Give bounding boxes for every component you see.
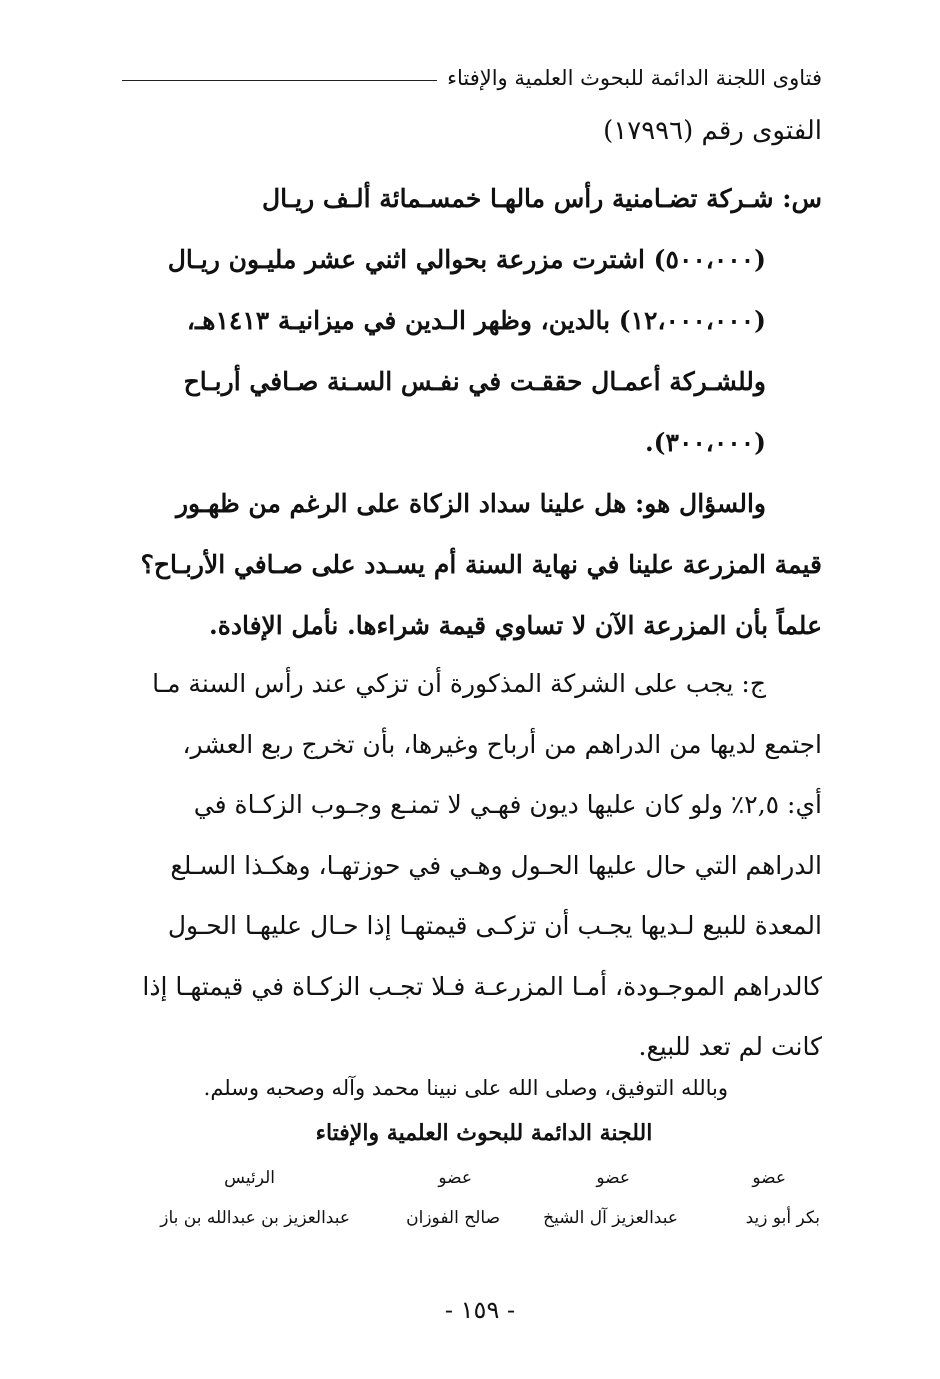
followup-line: قيمة المزرعة علينا في نهاية السنة أم يسـدد على صـافي الأربـاح؟ — [140, 550, 822, 579]
header-rule — [122, 80, 437, 81]
question-line: (١٢،٠٠٠،٠٠٠) بالدين، وظهر الـدين في ميزانيـة ١٤١٣هـ، — [186, 306, 766, 335]
answer-line: الدراهم التي حال عليها الحـول وهـي في حوزتهـا، وهكـذا السـلع — [170, 850, 822, 880]
question-line: س: شـركة تضـامنية رأس مالهـا خمسـمائة ألـف ريـال — [262, 184, 822, 213]
running-header — [122, 60, 822, 96]
member-name: صالح الفوزان — [406, 1208, 500, 1228]
closing-line: وبالله التوفيق، وصلى الله على نبينا محمد وآله وصحبه وسلم. — [203, 1076, 728, 1100]
member-role: عضو — [596, 1168, 630, 1188]
followup-line: علماً بأن المزرعة الآن لا تساوي قيمة شراءها. نأمل الإفادة. — [209, 611, 822, 640]
answer-line: كانت لم تعد للبيع. — [638, 1032, 822, 1061]
answer-line: ج: يجب على الشركة المذكورة أن تزكي عند رأس السنة مـا — [152, 669, 766, 698]
followup-line: والسؤال هو: هل علينا سداد الزكاة على الرغم من ظهـور — [175, 489, 766, 518]
committee-names — [120, 1208, 820, 1238]
question-line: وللشـركة أعمـال حققـت في نفـس السـنة صـافي أربـاح — [183, 367, 766, 396]
answer-line: كالدراهم الموجـودة، أمـا المزرعـة فـلا تجـب الزكـاة في قيمتهـا إذا — [142, 971, 822, 1001]
answer-line: اجتمع لديها من الدراهم من أرباح وغيرها، بأن تخرج ربع العشر، — [182, 729, 822, 759]
member-role: عضو — [438, 1168, 472, 1188]
question-line: (٣٠٠،٠٠٠). — [644, 428, 766, 457]
answer-block — [120, 654, 822, 1078]
question-line: (٥٠٠،٠٠٠) اشترت مزرعة بحوالي اثني عشر مليـون ريـال — [167, 245, 766, 274]
fatwa-number: الفتوى رقم (١٧٩٩٦) — [603, 116, 822, 146]
member-name: بكر أبو زيد — [745, 1208, 820, 1228]
committee-title-text: اللجنة الدائمة للبحوث العلمية والإفتاء — [315, 1120, 653, 1146]
committee-title — [0, 1120, 940, 1146]
member-role: الرئيس — [224, 1168, 275, 1188]
member-name: عبدالعزيز بن عبدالله بن باز — [160, 1208, 350, 1228]
question-block — [136, 168, 822, 656]
page-number — [0, 1296, 940, 1324]
committee-roles — [120, 1168, 820, 1198]
answer-line: المعدة للبيع لـديها يجـب أن تزكـى قيمتهـا إذا حـال عليهـا الحـول — [167, 911, 822, 940]
header-title: فتاوى اللجنة الدائمة للبحوث العلمية والإفتاء — [447, 66, 822, 90]
page-number-text: - ١٥٩ - — [444, 1296, 516, 1324]
member-name: عبدالعزيز آل الشيخ — [543, 1208, 678, 1228]
member-role: عضو — [752, 1168, 786, 1188]
answer-line: أي: ٢,٥٪ ولو كان عليها ديون فهـي لا تمنـع وجـوب الزكـاة في — [193, 790, 822, 819]
